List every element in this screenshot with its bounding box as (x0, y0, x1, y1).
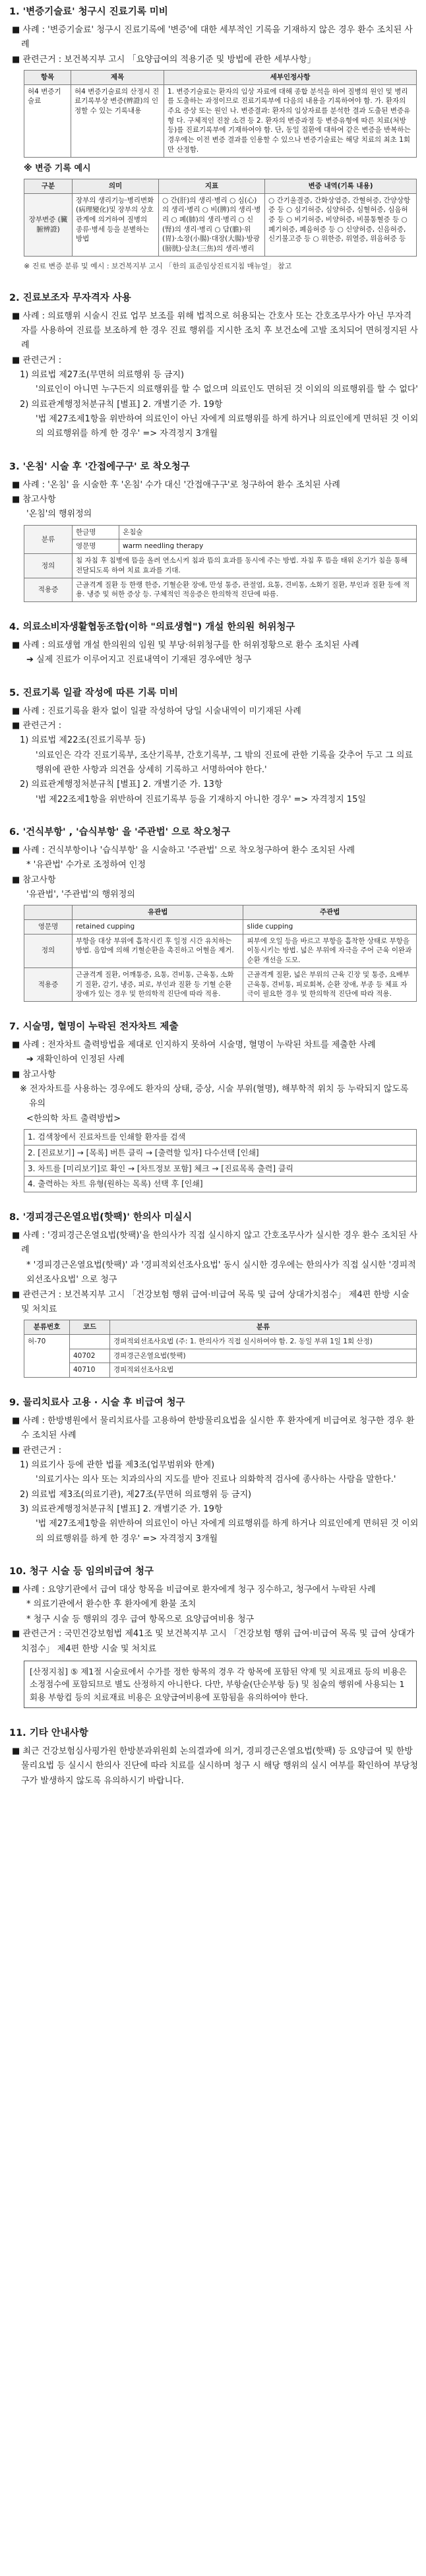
table-cell: 분류 (24, 525, 73, 553)
table-cell: 침 자침 후 침병에 뜸을 올려 연소시켜 침과 뜸의 효과를 동시에 주는 방법. 자침 후 뜸을 태워 온기가 침을 통해 전달되도록 하여 치료 효과를 기대. (73, 554, 417, 578)
reference-line: ■ 참고사항 (12, 1069, 56, 1080)
section-title: 8. '경피경근온열요법(핫팩)' 한의사 미실시 (9, 1212, 192, 1223)
case-note: * '유관법' 수가로 조정하여 인정 (26, 860, 146, 871)
section-title: 1. '변증기술료' 청구시 진료기록 미비 (9, 7, 168, 17)
law-quote: '법 제27조제1항을 위반하여 의료인이 아닌 자에게 의료행위를 하게 하거나 의료인에게 면허된 것 이외의 의료행위를 하게 한 경우' => 자격정지 3개월 (36, 414, 419, 439)
law-quote: '법 제22조제1항을 위반하여 진료기록부 등을 기재하지 아니한 경우' => 자격정지 15일 (36, 794, 366, 805)
table-cell: 부항을 대상 부위에 흡착시킨 후 일정 시간 유치하는 방법. 음압에 의해 기혈순환을 촉진하고 어혈을 제거. (73, 934, 243, 967)
table-cell: 장부변증 (臟腑辨證) (24, 193, 73, 256)
case-line: ■ 사례 : 건식부항이나 '습식부항' 을 시술하고 '주관법' 으로 착오청구하여 환수 조치된 사례 (12, 845, 355, 855)
table-cell: 한글명 (73, 525, 119, 539)
reference-line: ■ 참고사항 (12, 874, 56, 885)
case-line: ■ 사례 : 전자차트 출력방법을 제대로 인지하지 못하여 시술명, 혈명이 누락된 차트를 제출한 사례 (12, 1039, 376, 1050)
section-title: 2. 진료보조자 무자격자 사용 (9, 292, 131, 303)
basis-line: ■ 관련근거 : (12, 1445, 62, 1456)
case-note: * '경피경근온열요법(핫팩)' 과 '경피적외선조사요법' 동시 실시한 경우에는 한의사가 직접 실시한 '경피적외선조사요법' 으로 청구 (26, 1260, 416, 1285)
table-row (24, 1363, 417, 1378)
table-header: 구분 (24, 179, 73, 193)
table-cell: 40702 (70, 1349, 110, 1363)
table-cell: ○ 간(肝)의 생리·병리 ○ 심(心)의 생리·병리 ○ 비(脾)의 생리·병리 ○ 폐(肺)의 생리·병리 ○ 신(腎)의 생리·병리 ○ 담(膽)·위(胃)·소장(小腸)·대장(大腸)·방광(膀胱)·삼초(三焦)의 생리·병리 (159, 193, 265, 256)
table-header: 지표 (159, 179, 265, 193)
table-note: ※ 진료 변증 분류 및 예시 : 보건복지부 고시 「한의 표준임상진료지침 매뉴얼」 참고 (24, 261, 292, 270)
table-header: 주관법 (243, 905, 417, 920)
code-table-wrap (9, 1320, 419, 1378)
law-quote: '의료기사는 의사 또는 치과의사의 지도를 받아 진료나 의화학적 검사에 종사하는 사람을 말한다.' (36, 1475, 396, 1485)
table-row (24, 1177, 417, 1192)
table-cell (70, 1334, 110, 1349)
case-note: ➔ 재확인하여 인정된 사례 (26, 1055, 125, 1065)
case-line: ■ 사례 : '온침' 을 시술한 후 '온침' 수가 대신 '간접애구구'로 청구하여 환수 조치된 사례 (12, 479, 340, 490)
law-quote: '의료인은 각각 진료기록부, 조산기록부, 간호기록부, 그 밖의 진료에 관한 기록을 갖추어 두고 그 의료행위에 관한 사항과 의견을 상세히 기록하고 서명하여야 한다.' (36, 750, 413, 775)
case-line: ■ 사례 : '변증기술료' 청구시 진료기록에 '변증'에 대한 세부적인 기록을 기재하지 않은 경우 환수 조치된 사례 (12, 24, 413, 50)
table-cell: 경피적외선조사요법 (주: 1. 한의사가 직접 실시하여야 함. 2. 동일 부위 1일 1회 산정) (110, 1334, 417, 1349)
law-line: 2) 의료관계행정처분규칙 [별표] 2. 개별기준 가. 19항 (20, 399, 223, 410)
basis-line: ■ 관련근거 : 국민건강보험법 제41조 및 보건복지부 고시 「건강보험 행위 급여·비급여 목록 및 급여 상대가치점수」 제4편 한방 시술 및 처치료 (12, 1629, 415, 1654)
table-row (24, 934, 417, 967)
table-header: 항목 (24, 71, 71, 85)
reference-caption: '온침'의 행위정의 (26, 509, 92, 520)
reference-line: ■ 참고사항 (12, 495, 56, 505)
table-row (24, 84, 417, 157)
table-cell: 영문명 (73, 539, 119, 554)
table-cell: 적용증 (24, 967, 73, 1001)
table-header: 코드 (70, 1320, 110, 1335)
step-cell: 1. 검색창에서 진료차트를 인쇄할 환자를 검색 (24, 1129, 417, 1145)
table-cell: 경피적외선조사요법 (110, 1363, 417, 1378)
cupping-table-wrap (9, 905, 419, 1002)
section-11 (9, 1725, 419, 1789)
basis-line: ■ 관련근거 : 보건복지부 고시 「건강보험 행위 급여·비급여 목록 및 급여 상대가치점수」 제4편 한방 시술 및 처치료 (12, 1289, 410, 1314)
table-cell: 영문명 (24, 920, 73, 935)
step-cell: 4. 출력하는 차트 유형(원하는 목록) 선택 후 [인쇄] (24, 1177, 417, 1192)
table-row (24, 1349, 417, 1363)
table-header: 제목 (71, 71, 164, 85)
code-table (24, 1320, 417, 1378)
table-cell: warm needling therapy (119, 539, 417, 554)
table-header: 분류 (110, 1320, 417, 1335)
table-header: 세부인정사항 (164, 71, 417, 85)
reference-caption: <한의학 차트 출력방법> (26, 1113, 121, 1124)
table-row (24, 1334, 417, 1349)
table-row (24, 920, 417, 935)
table-cell: 허4 변증기술료 (24, 84, 71, 157)
table-row (24, 539, 417, 554)
steps-table-wrap (9, 1129, 419, 1192)
section-6 (9, 824, 419, 1002)
table-row (24, 193, 417, 256)
table-cell: 정의 (24, 934, 73, 967)
section-title: 3. '온침' 시술 후 '간접에구구' 로 착오청구 (9, 461, 190, 472)
table-cell: 허4 변증기술료의 산정시 진료기록부상 변증(辨證)의 인정할 수 있는 기록내용 (71, 84, 164, 157)
notice-line: ■ 최근 건강보험심사평가원 한방분과위원회 논의결과에 의거, 경피경근온열요법(핫팩) 등 요양급여 및 한방 물리요법 등 실시시 한의사 진단에 따라 치료를 실시하며 청구 시 해당 행위의 실시 여부를 확인하여 부당청구가 발생하지 않도록 유의하시기 바랍니다. (12, 1746, 418, 1786)
table-row (24, 967, 417, 1001)
law-line: 2) 의료관계행정처분규칙 [별표] 2. 개별기준 가. 13항 (20, 780, 223, 790)
table-row (24, 1161, 417, 1177)
example-table-wrap (9, 179, 419, 257)
step-cell: 3. 차트를 [미리보기]로 확인 → [차트정보 포함] 체크 → [진료목록 출력] 클릭 (24, 1161, 417, 1177)
law-quote: '법 제27조제1항을 위반하여 의료인이 아닌 자에게 의료행위를 하게 하거나 의료인에게 면허된 것 이외의 의료행위를 하게 한 경우' => 자격정지 3개월 (36, 1519, 419, 1544)
law-quote: '의료인이 아니면 누구든지 의료행위를 할 수 없으며 의료인도 면허된 것 이외의 의료행위를 할 수 없다' (36, 384, 418, 395)
case-line: ■ 사례 : 의료행위 시술시 진료 업무 보조를 위해 법적으로 허용되는 간호사 또는 간호조무사가 아닌 무자격자를 사용하여 진료를 보조하게 한 경우 진료 행위를 지시한 조치 후 보건소에 고발 조치되어 면허정지된 사례 (12, 311, 418, 351)
case-line: ■ 사례 : 한방병원에서 물리치료사를 고용하여 한방물리요법을 실시한 후 환자에게 비급여로 청구한 경우 환수 조치된 사례 (12, 1415, 415, 1441)
table-header: 변증 내역(기록 내용) (265, 179, 417, 193)
subheading: ※ 변증 기록 예시 (24, 163, 91, 173)
law-line: 2) 의료법 제3조(의료기관), 제27조(무면허 의료행위 등 금지) (20, 1489, 252, 1500)
table-cell: 장부의 생리기능·병리변화 (病理變化)및 장부의 상호 관계에 의거하여 질병의 종류·병세 등을 분별하는 방법 (73, 193, 159, 256)
basis-line: ■ 관련근거 : 보건복지부 고시 「요양급여의 적용기준 및 방법에 관한 세부사항」 (12, 54, 316, 65)
section-title: 5. 진료기록 일괄 작성에 따른 기록 미비 (9, 687, 178, 698)
table-cell: 근골격계 질환 등 한랭 한증, 기혈순환 장애, 만성 통증, 관절염, 요통, 견비통, 소화기 질환, 부인과 질환 등에 적용. 냉증 및 허한 증상 등. 구체적인 적응증은 한의학적 진단에 따름. (73, 578, 417, 601)
table-row (24, 1129, 417, 1145)
definition-table-wrap (9, 525, 419, 602)
table-cell: 1. 변증기술료는 환자의 임상 자료에 대해 종합 분석을 하여 질병의 원인 및 병리를 도출하는 과정이므로 진료기록부에 다음의 내용을 기록하여야 함. 가. 환자의 주요 증상 또는 원인 나. 변증결과: 환자의 임상자료를 분석한 결과 도출된 변증유형 다. 구체적인 진찰 소견 등 2. 환자의 변증과정 등 변증유형에 따른 치료(처방 등)를 진료기록부에 기재하여야 함. 단, 동일 질환에 대하여 같은 변증을 반복하는 경우에는 이전 변증 결과를 인용할 수 있으나 변증기술료는 해당 치료의 최초 1회만 산정함. (164, 84, 417, 157)
table-cell: 정의 (24, 554, 73, 578)
table-header: 분류번호 (24, 1320, 70, 1335)
section-title: 10. 청구 시술 등 임의비급여 청구 (9, 1566, 154, 1578)
table-cell: 경피경근온열요법(핫팩) (110, 1349, 417, 1363)
table-header: 의미 (73, 179, 159, 193)
case-note: * 청구 시술 등 행위의 경우 급여 항목으로 요양급여비용 청구 (26, 1614, 255, 1624)
case-line: ■ 사례 : 요양기관에서 급여 대상 항목을 비급여로 환자에게 청구 징수하고, 청구에서 누락된 사례 (12, 1585, 376, 1595)
case-note: ➔ 실제 진료가 이루어지고 진료내역이 기재된 경우에만 청구 (26, 655, 252, 665)
section-2 (9, 290, 419, 442)
table-header: 유관법 (73, 905, 243, 920)
reference-note: ※ 전자차트를 사용하는 경우에도 환자의 상태, 증상, 시술 부위(혈명), 해부학적 위치 등 누락되지 않도록 유의 (20, 1084, 409, 1109)
table-row (24, 554, 417, 578)
table-cell: 근골격계 질환, 어깨통증, 요통, 견비통, 근육통, 소화기 질환, 감기, 냉증, 피로, 부인과 질환 등 기혈 순환 장애가 있는 경우 및 한의학적 진단에 따라 적용. (73, 967, 243, 1001)
section-title: 11. 기타 안내사항 (9, 1728, 88, 1739)
table-cell: 피부에 오일 등을 바르고 부항을 흡착한 상태로 부항을 이동시키는 방법. 넓은 부위에 자극을 주어 근육 이완과 순환 개선을 도모. (243, 934, 417, 967)
law-line: 3) 의료관계행정처분규칙 [별표] 2. 개별기준 가. 19항 (20, 1504, 223, 1515)
steps-table (24, 1129, 417, 1192)
table-cell: 근골격계 질환, 넓은 부위의 근육 긴장 및 통증, 요배부 근육통, 견비통, 피로회복, 순환 장애, 부종 등 체표 자극이 필요한 경우 및 한의학적 진단에 따라 적용. (243, 967, 417, 1001)
table-cell: ○ 간기울결증, 간화상염증, 간혈허증, 간양상항증 등 ○ 심기허증, 심양허증, 심혈허증, 심음허증 등 ○ 비기허증, 비양허증, 비불통혈증 등 ○ 폐기허증, 폐음허증 등 ○ 신양허증, 신음허증, 신기불고증 등 ○ 위한증, 위열증, 위음허증 등 (265, 193, 417, 256)
definition-table (24, 525, 417, 602)
case-note: * 의료기관에서 환수한 후 환자에게 환불 조치 (26, 1599, 197, 1610)
law-line: 1) 의료법 제22조(진료기록부 등) (20, 735, 146, 746)
case-line: ■ 사례 : '경피경근온열요법(핫팩)'을 한의사가 직접 실시하지 않고 간호조무사가 실시한 경우 환수 조치된 사례 (12, 1231, 418, 1256)
section-5 (9, 685, 419, 807)
step-cell: 2. [진료보기] → [목록] 버튼 클릭 → [출력할 일자] 다수선택 [인쇄] (24, 1145, 417, 1161)
guideline-box: [산정지침] ⑤ 제1절 시술료에서 수가를 정한 항목의 경우 각 항목에 포함된 약제 및 치료재료 등의 비용은 소정점수에 포함되므로 별도 산정하지 아니한다. 다만, 부항술(단순부항 등) 및 침술의 행위에 사용되는 1회용 부항컵 등의 치료재료 비용은 요양급여비용에 포함됨을 유의하여야 한다. (24, 1661, 417, 1708)
basis-line: ■ 관련근거 : (12, 355, 62, 365)
section-9 (9, 1395, 419, 1547)
example-table (24, 179, 417, 257)
section-title: 6. '건식부항' , '습식부항' 을 '주관법' 으로 착오청구 (9, 827, 231, 838)
law-line: 1) 의료법 제27조(무면허 의료행위 등 금지) (20, 369, 185, 380)
table-row (24, 578, 417, 601)
section-7 (9, 1019, 419, 1192)
case-line: ■ 사례 : 진료기록을 환자 없이 일괄 작성하여 당일 시술내역이 미기재된 사례 (12, 706, 301, 716)
table-cell: 적용증 (24, 578, 73, 601)
section-3 (9, 459, 419, 602)
section-title: 4. 의료소비자생활협동조합(이하 "의료생협") 개설 한의원 허위청구 (9, 621, 295, 632)
section-1 (9, 4, 419, 273)
section-title: 7. 시술명, 혈명이 누락된 전자차트 제출 (9, 1021, 179, 1032)
table-cell: 허-70 (24, 1334, 70, 1377)
table-cell: retained cupping (73, 920, 243, 935)
table-cell: 온침술 (119, 525, 417, 539)
section-8 (9, 1210, 419, 1378)
section-4 (9, 619, 419, 668)
section-10 (9, 1564, 419, 1708)
table-cell: 40710 (70, 1363, 110, 1378)
reference-caption: '유관법', '주관법'의 행위정의 (26, 890, 135, 900)
section-title: 9. 물리치료사 고용 · 시술 후 비급여 청구 (9, 1397, 185, 1409)
table-cell: slide cupping (243, 920, 417, 935)
cupping-table (24, 905, 417, 1002)
basis-line: ■ 관련근거 : (12, 720, 62, 731)
law-line: 1) 의료기사 등에 관한 법률 제3조(업무범위와 한계) (20, 1460, 215, 1471)
criteria-table (24, 70, 417, 158)
criteria-table-wrap (9, 70, 419, 158)
case-line: ■ 사례 : 의료생협 개설 한의원의 임원 및 부당·허위청구를 한 허위정황으로 환수 조치된 사례 (12, 640, 359, 650)
table-row (24, 1145, 417, 1161)
table-row (24, 525, 417, 539)
table-header (24, 905, 73, 920)
